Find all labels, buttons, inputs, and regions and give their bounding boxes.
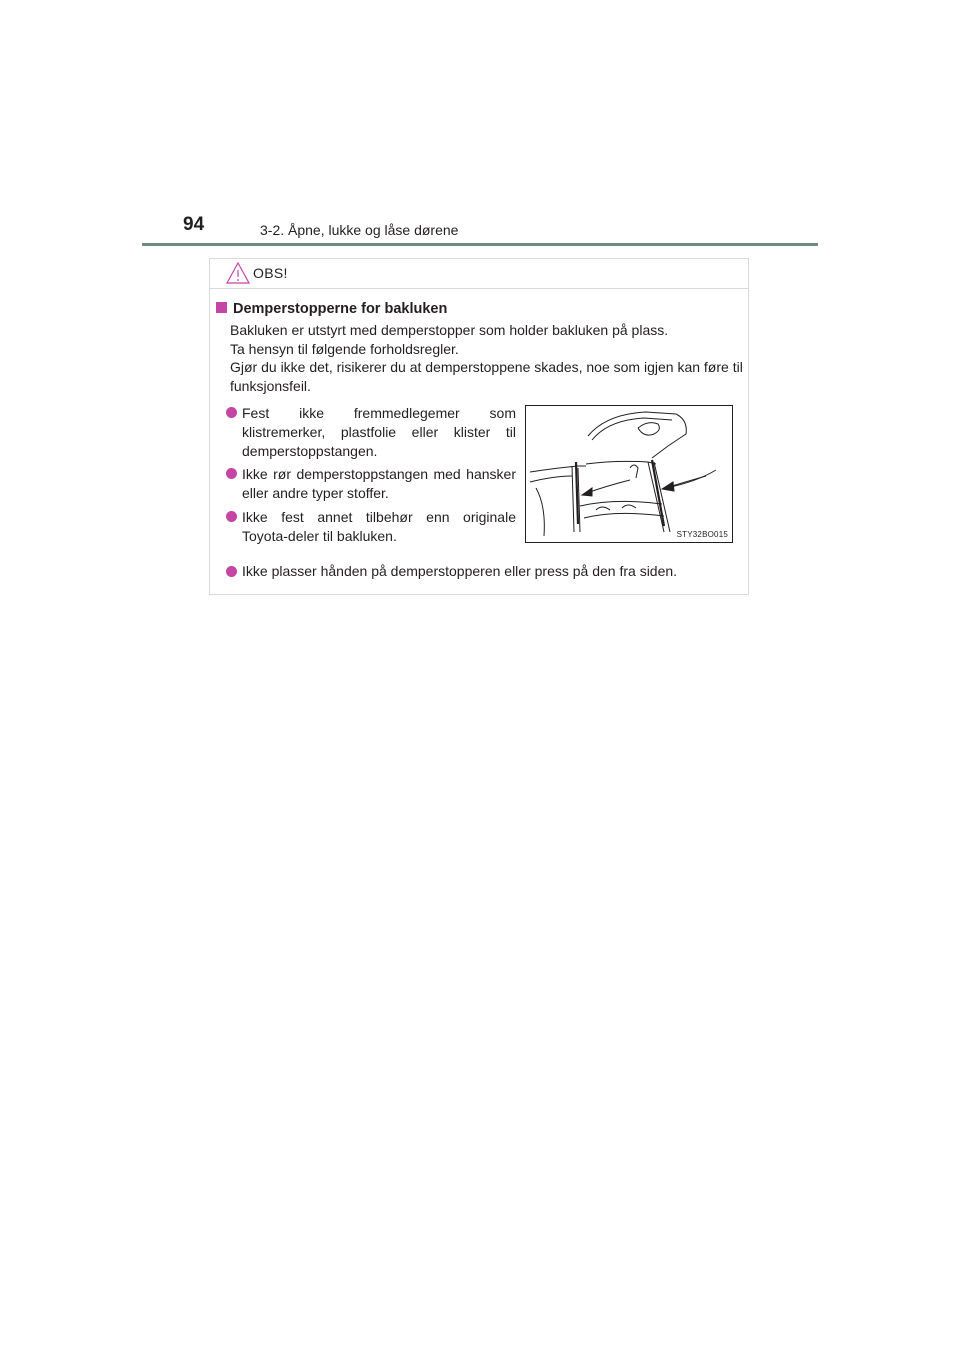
intro-line: Bakluken er utstyrt med demperstopper som holder bakluken på plass. <box>230 322 669 338</box>
list-item <box>226 465 516 503</box>
bullet-text: Ikke rør demperstoppstangen med hansker eller andre typer stoffer. <box>242 466 516 502</box>
bullet-dot-icon <box>226 511 237 522</box>
warning-triangle-icon <box>225 261 251 285</box>
bullet-list <box>226 404 516 551</box>
bullet-text: Fest ikke fremmedlegemer som klistremerker, plastfolie eller klister til demperstoppstangen. <box>242 405 516 459</box>
header-rule <box>142 243 818 246</box>
caution-label: OBS! <box>253 265 288 281</box>
figure-code: STY32BO015 <box>676 530 728 539</box>
square-bullet-icon <box>216 302 227 313</box>
bullet-text: Ikke fest annet tilbehør enn originale Toyota-deler til bakluken. <box>242 508 516 544</box>
caution-box <box>209 258 749 595</box>
list-item <box>226 563 677 579</box>
caution-heading-text: Demperstopperne for bakluken <box>233 301 448 317</box>
section-title: 3-2. Åpne, lukke og låse dørene <box>260 222 459 238</box>
caution-header <box>210 259 748 289</box>
intro-line: Ta hensyn til følgende forholdsregler. <box>230 340 459 357</box>
bullet-dot-icon <box>226 407 237 418</box>
caution-intro <box>230 321 745 395</box>
list-item <box>226 508 516 546</box>
list-item <box>226 404 516 460</box>
intro-line: Gjør du ikke det, risikerer du at demperstoppene skades, noe som igjen kan føre til funksjonsfeil. <box>230 359 743 394</box>
bullet-text: Ikke plasser hånden på demperstopperen eller press på den fra siden. <box>242 563 678 579</box>
caution-heading <box>216 301 447 317</box>
tailgate-illustration <box>525 405 733 543</box>
tailgate-drawing <box>526 406 732 542</box>
page-number: 94 <box>183 214 205 235</box>
bullet-dot-icon <box>226 468 237 479</box>
bullet-dot-icon <box>226 566 237 577</box>
